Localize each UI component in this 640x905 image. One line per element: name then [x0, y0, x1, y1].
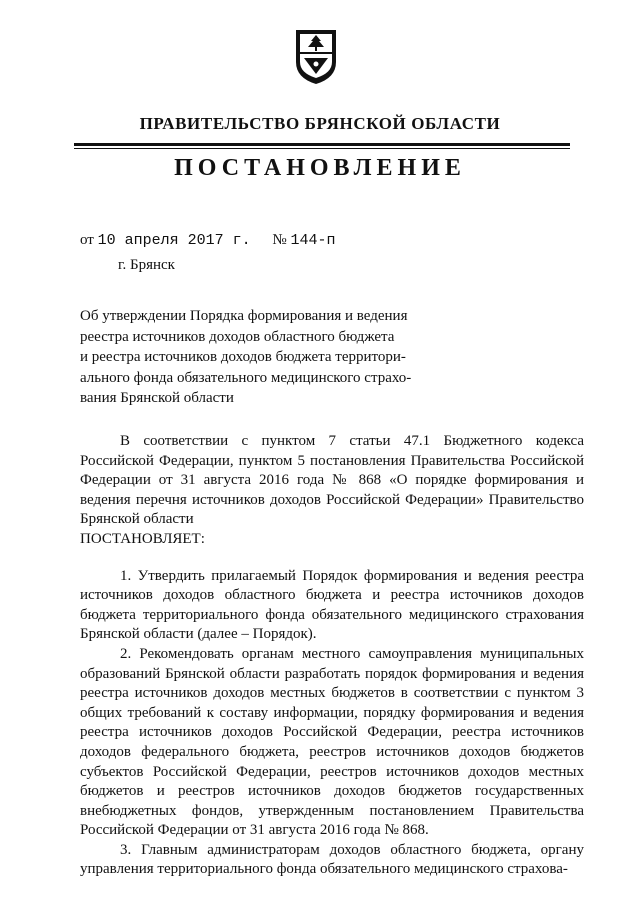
subject-line: вания Брянской области	[80, 390, 234, 406]
government-title: ПРАВИТЕЛЬСТВО БРЯНСКОЙ ОБЛАСТИ	[139, 114, 501, 133]
document-type-title: ПОСТАНОВЛЕНИЕ	[174, 155, 466, 181]
decree-word: ПОСТАНОВЛЯЕТ:	[80, 530, 205, 547]
clause-3: 3. Главным администраторам доходов областного бюджета, органу управления территориального фонда обязательного медицинского страхова-	[80, 841, 584, 878]
document-body	[80, 432, 584, 880]
date-value: 10 апреля 2017 г.	[97, 232, 251, 249]
city: г. Брянск	[118, 257, 175, 273]
clause-2: 2. Рекомендовать органам местного самоуправления муниципальных образований Брянской области разработать порядок формирования и ведения реестра источников доходов местных бюджетов в соответствии с пунктом 3 общих требований к составу информации, порядку формирования и ведения реестра источников доходов Российской Федерации, реестра источников доходов федерального бюджета, реестров источников доходов бюджетов субъектов Российской Федерации, реестров источников доходов местных бюджетов и реестров источников доходов бюджетов государственных внебюджетных фондов, утвержденным постановлением Правительства Российской Федерации от 31 августа 2016 года № 868.	[80, 645, 584, 839]
header-rule-thick	[74, 143, 570, 146]
bryansk-coat-of-arms-icon	[294, 28, 338, 86]
date-number-line	[80, 232, 335, 249]
preamble-paragraph: В соответствии с пунктом 7 статьи 47.1 Бюджетного кодекса Российской Федерации, пунктом 5 постановления Правительства Российской Федерации от 31 августа 2016 года № 868 «О порядке формирования и ведения перечня источников доходов Российской Федерации» Правительство Брянской области	[80, 433, 584, 528]
clause-1: 1. Утвердить прилагаемый Порядок формирования и ведения реестра источников доходов областного бюджета и реестра источников доходов бюджета территориального фонда обязательного медицинского страхования Брянской области (далее – Порядок).	[80, 567, 584, 643]
subject-line: ального фонда обязательного медицинского страхо-	[80, 369, 412, 386]
document-number: 144-п	[290, 232, 336, 249]
subject-line: Об утверждении Порядка формирования и ведения	[80, 308, 408, 324]
date-prefix: от	[80, 232, 94, 248]
number-sign: №	[272, 232, 287, 248]
subject-line: и реестра источников доходов бюджета территори-	[80, 349, 406, 365]
header-rule-thin	[74, 148, 570, 149]
subject-line: реестра источников доходов областного бюджета	[80, 328, 395, 345]
document-subject	[80, 306, 420, 409]
